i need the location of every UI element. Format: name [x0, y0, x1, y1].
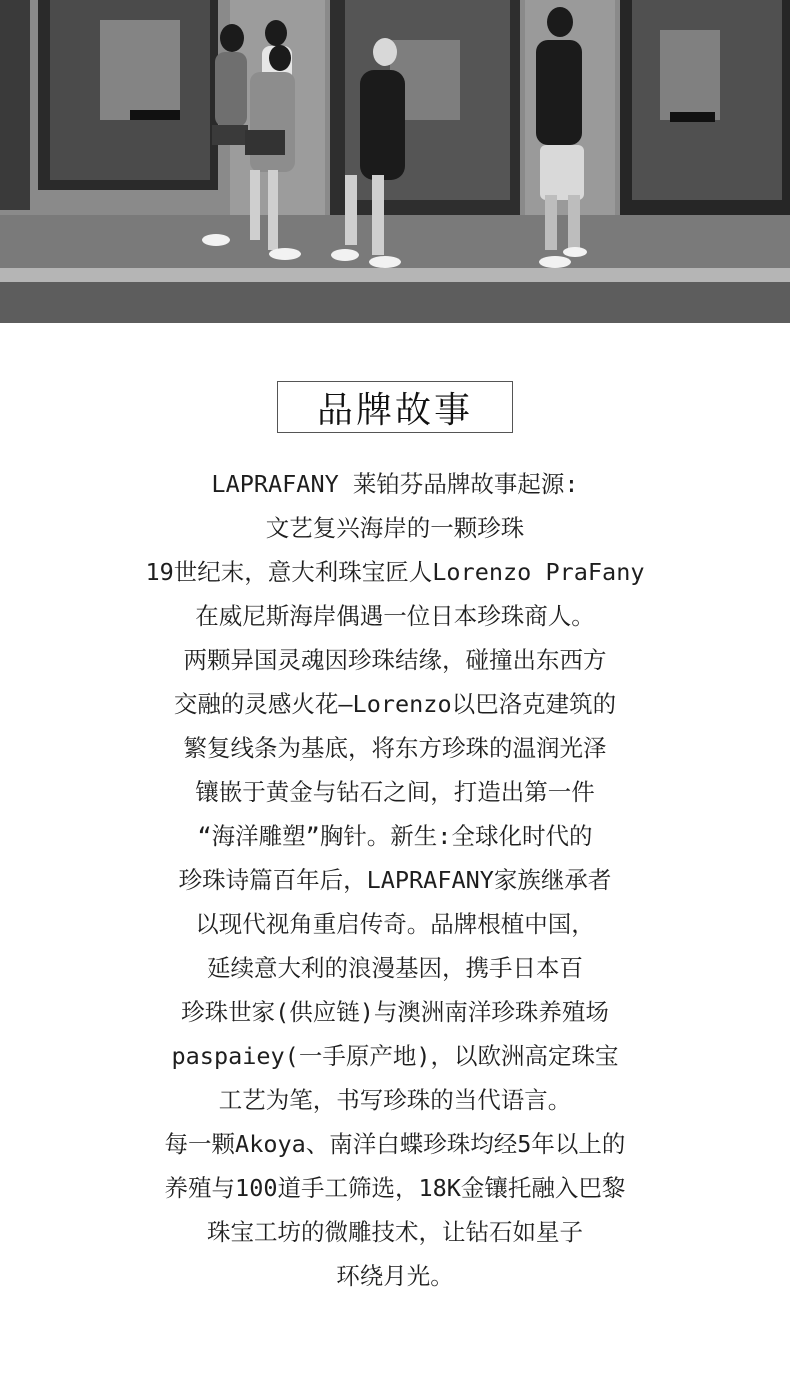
story-line: 养殖与100道手工筛选，18K金镶托融入巴黎 — [164, 1174, 626, 1202]
story-line: 每一颗Akoya、南洋白蝶珍珠均经5年以上的 — [164, 1130, 626, 1158]
story-line: 珠宝工坊的微雕技术，让钻石如星子 — [207, 1218, 583, 1246]
story-line: 文艺复兴海岸的一颗珍珠 — [265, 514, 525, 542]
story-line: 19世纪末，意大利珠宝匠人Lorenzo PraFany — [145, 558, 645, 586]
story-line: LAPRAFANY 莱铂芬品牌故事起源: — [211, 470, 579, 498]
story-line: paspaiey(一手原产地)，以欧洲高定珠宝 — [171, 1042, 619, 1070]
story-line: 镶嵌于黄金与钻石之间，打造出第一件 — [195, 778, 595, 806]
brand-story — [0, 462, 790, 1298]
story-line: 交融的灵感火花—Lorenzo以巴洛克建筑的 — [173, 690, 617, 718]
hero-street-photo — [0, 0, 790, 323]
story-line: “海洋雕塑”胸针。新生:全球化时代的 — [197, 822, 593, 850]
story-line: 环绕月光。 — [336, 1262, 454, 1290]
story-line: 两颗异国灵魂因珍珠结缘，碰撞出东西方 — [183, 646, 607, 674]
street-shop-photo-icon — [0, 0, 790, 323]
story-line: 工艺为笔，书写珍珠的当代语言。 — [218, 1086, 572, 1114]
section-title: 品牌故事 — [277, 381, 513, 433]
story-line: 繁复线条为基底，将东方珍珠的温润光泽 — [183, 734, 607, 762]
story-line: 延续意大利的浪漫基因，携手日本百 — [207, 954, 583, 982]
story-line: 珍珠诗篇百年后，LAPRAFANY家族继承者 — [178, 866, 612, 894]
story-line: 在威尼斯海岸偶遇一位日本珍珠商人。 — [195, 602, 595, 630]
story-line: 珍珠世家(供应链)与澳洲南洋珍珠养殖场 — [181, 998, 609, 1026]
story-line: 以现代视角重启传奇。品牌根植中国， — [195, 910, 595, 938]
